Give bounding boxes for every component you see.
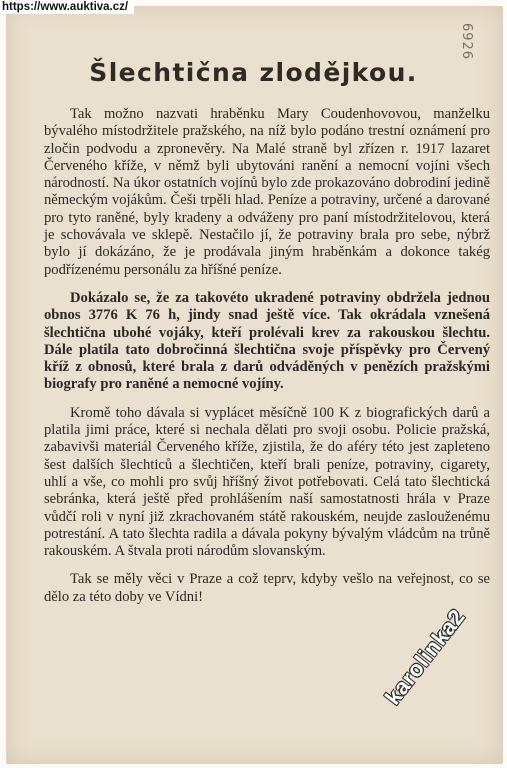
paragraph-1: Tak možno nazvati hraběnku Mary Coudenhovovou, manželku bývalého místodržitele pražského, na níž bylo podáno trestní oznámení pro zločin podvodu a zpronevěry. Na Malé straně byl zřízen r. 1917 lazaret Červeného kříže, v němž byli ubytováni ranění a nemocní vojíni všech národností. Na úkor ostatních vojínů bylo zde prokazováno dobrodiní jedině německým vojákům. Češi trpěli hlad. Peníze a potraviny, určené a darované pro tyto raněné, byly kradeny a odváženy pro paní místodržitelovou, která je schovávala ve sklepě. Nestačilo jí, že potraviny brala pro sebe, nýbrž bylo jí dokázáno, že je prodávala jiným hraběnkám a dokonce takég podřízenému personálu za hříšné peníze. (44, 106, 490, 278)
document-title: Šlechtična zlodějkou. (89, 58, 418, 87)
document-body (44, 106, 490, 617)
pencil-inventory-number: 6926 (458, 22, 474, 61)
paragraph-2: Dokázalo se, že za takovéto ukradené potraviny obdržela jednou obnos 3776 K 76 h, jindy snad ještě více. Tak okrádala vznešená šlechtična ubohé vojáky, kteří prolévali krev za rakouskou šlechtu. Dále platila tato dobročinná šlechtična svoje příspěvky pro Červený kříž z obnosů, které brala z darů odváděných v penězích pražskými biografy pro raněné a nemocné vojíny. (44, 289, 490, 393)
paragraph-4: Tak se měly věci v Praze a což teprv, kdyby vešlo na veřejnost, co se dělo za této doby ve Vídni! (44, 571, 490, 605)
seller-watermark: karolinka2 (380, 604, 470, 710)
paragraph-3: Kromě toho dávala si vyplácet měsíčně 100 K z biografických darů a platila jimi práce, které si nechala dělati pro svoji osobu. Policie pražská, zabavivši materiál Červeného kříže, zjistila, že do aféry této jest zapleteno šest dalších šlechticů a šlechtičen, kteří brali peníze, potraviny, cigarety, uhlí a vše, co mohli pro svůj hříšný život potřebovati. Celá tato šlechtická sebránka, která ještě před prohlášením naší samostatnosti hrála v Praze vůdčí roli v nyní již zkrachovaném státě rakouském, neujde zaslouženému potrestání. A tato šlechta radila a dávala pokyny bývalým vládcům na trůně rakouském. A štvala proti národům slovanským. (44, 404, 490, 560)
source-url-caption: https://www.auktiva.cz/ (0, 0, 134, 14)
